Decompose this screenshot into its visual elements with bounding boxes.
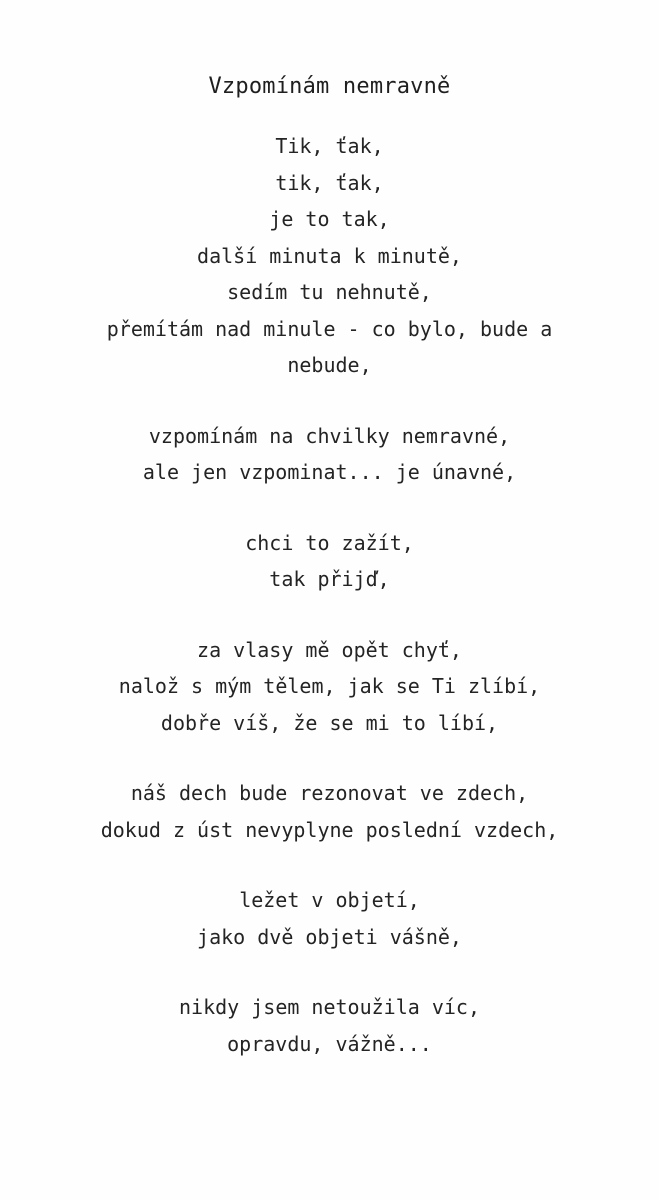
poem-line: nalož s mým tělem, jak se Ti zlíbí, xyxy=(118,674,541,698)
poem-line: jako dvě objeti vášně, xyxy=(197,924,462,949)
poem-line: nikdy jsem netoužila víc, xyxy=(178,995,481,1019)
poem-line: chci to zažít, xyxy=(245,530,414,555)
poem-line: dokud z úst nevyplyne poslední vzdech, xyxy=(100,817,559,842)
poem-line: náš dech bude rezonovat ve zdech, xyxy=(130,781,529,805)
poem-line: ale jen vzpominat... je únavné, xyxy=(142,460,517,484)
poem-line: za vlasy mě opět chyť, xyxy=(197,637,462,662)
poem-line: tik, ťak, xyxy=(275,170,384,195)
poem-line: přemítám nad minule - co bylo, bude a xyxy=(106,316,553,341)
stanza-6 xyxy=(0,882,659,955)
poem-line: opravdu, vážně... xyxy=(227,1031,432,1056)
poem-line: dobře víš, že se mi to líbí, xyxy=(160,710,499,735)
poem-title: Vzpomínám nemravně xyxy=(208,74,451,99)
poem-line: ležet v objetí, xyxy=(239,888,420,912)
stanza-4 xyxy=(0,632,659,742)
stanza-7 xyxy=(0,989,659,1062)
poem-line: tak přijď, xyxy=(269,567,390,591)
stanza-3 xyxy=(0,525,659,598)
stanza-2 xyxy=(0,418,659,491)
poem-line: vzpomínám na chvilky nemravné, xyxy=(148,423,511,448)
poem-line: je to tak, xyxy=(269,207,390,231)
stanza-5 xyxy=(0,775,659,848)
poem-line: další minuta k minutě, xyxy=(197,243,462,268)
poem-body xyxy=(0,128,659,1096)
stanza-1 xyxy=(0,128,659,384)
poem-line: sedím tu nehnutě, xyxy=(227,280,432,304)
poem-line: Tik, ťak, xyxy=(275,134,384,158)
poem-line: nebude, xyxy=(287,353,372,377)
